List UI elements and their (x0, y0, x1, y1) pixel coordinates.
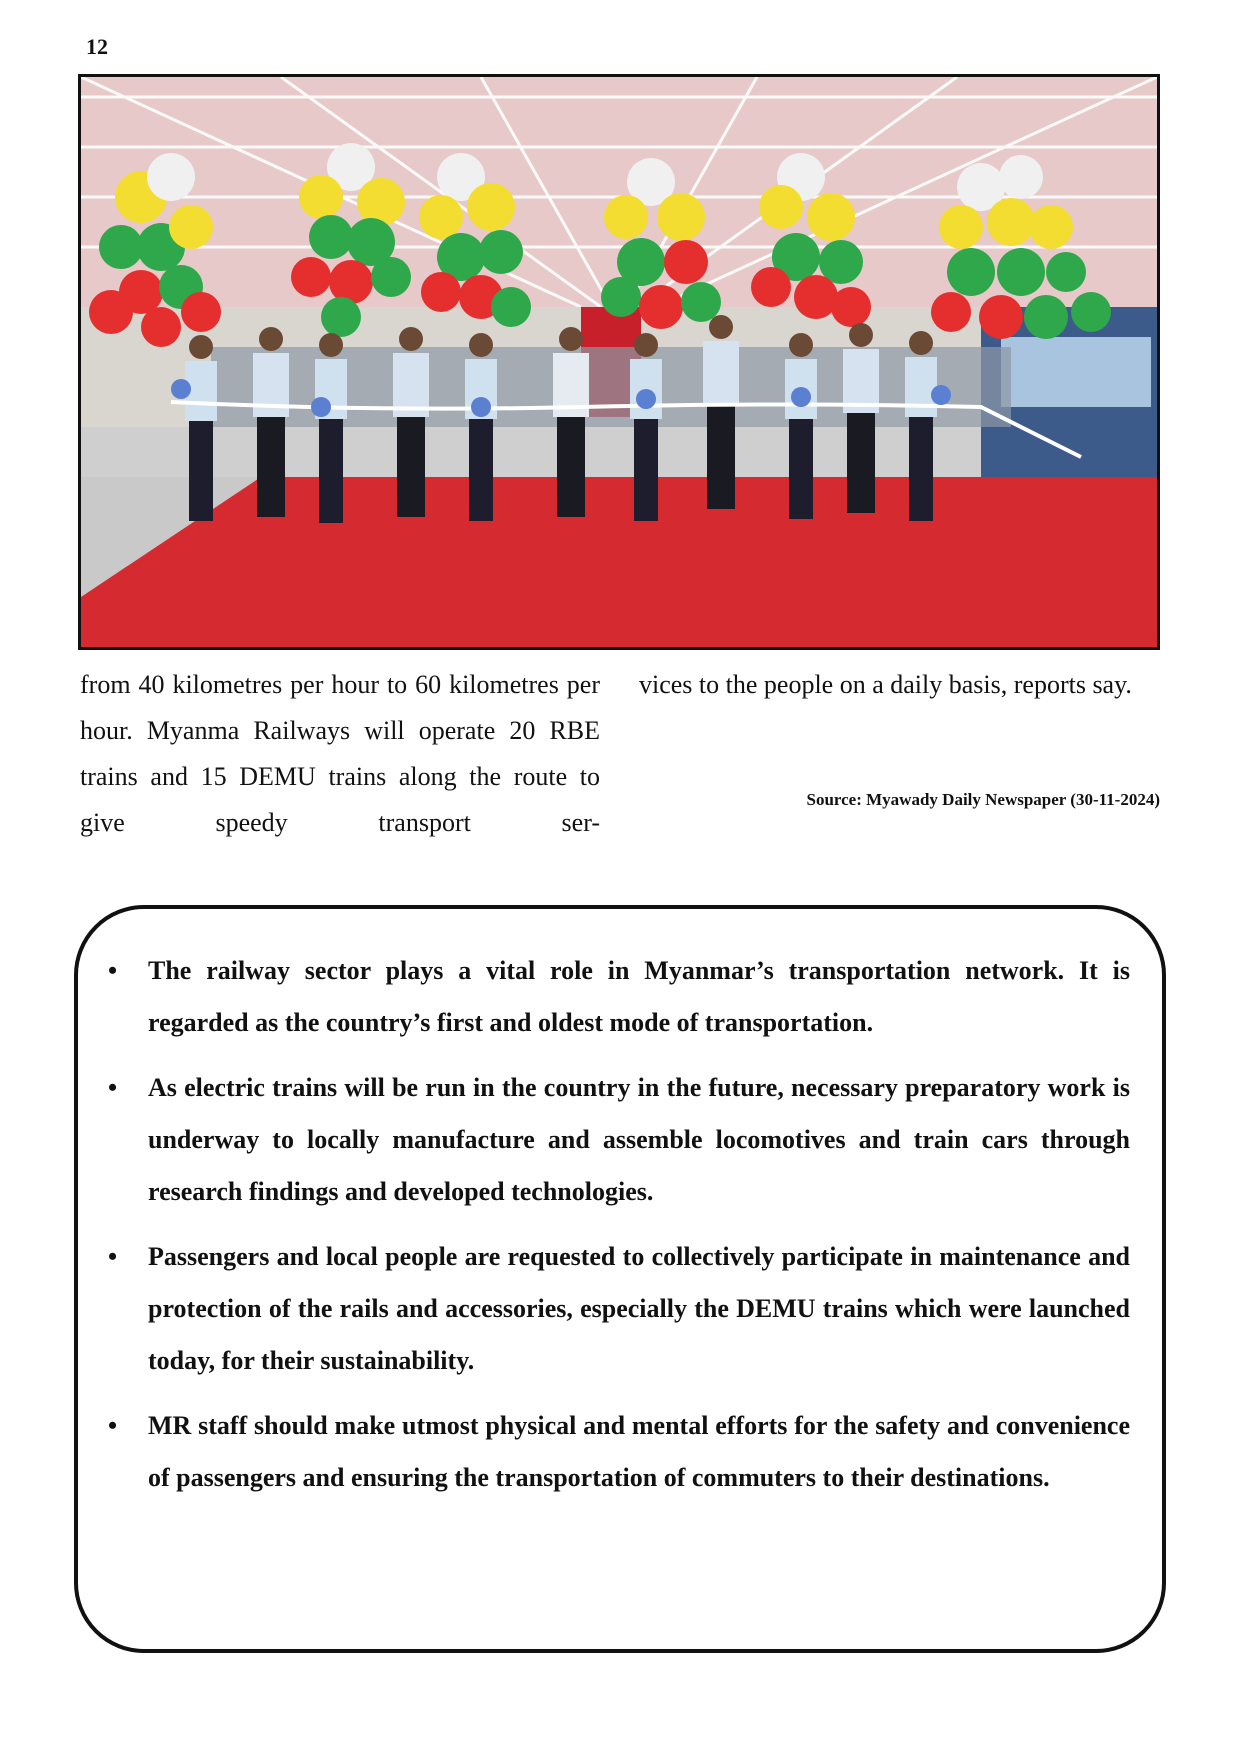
bullet-icon: • (108, 1242, 118, 1271)
person-6 (553, 327, 589, 517)
person-11 (905, 331, 937, 521)
ribbon-cutting-photo (78, 74, 1160, 650)
page-number: 12 (86, 34, 108, 59)
person-8 (703, 315, 739, 509)
person-7 (630, 333, 662, 521)
source-citation: Source: Myawady Daily Newspaper (30-11-2024) (806, 790, 1160, 809)
person-10 (843, 323, 879, 513)
summary-item (108, 945, 1130, 1049)
article-left-column: from 40 kilometres per hour to 60 kilometres per hour. Myanma Railways will operate 20 RBE trains and 15 DEMU trains along the route to give speedy transport ser- (80, 670, 600, 837)
bullet-icon: • (108, 1411, 118, 1440)
person-9 (785, 333, 817, 519)
article-right-column: vices to the people on a daily basis, reports say. (639, 670, 1132, 699)
person-1 (185, 335, 217, 521)
person-4 (393, 327, 429, 517)
photo-illustration (81, 77, 1157, 647)
summary-item-text: The railway sector plays a vital role in Myanmar’s transportation network. It is regarded as the country’s first and oldest mode of transportation. (148, 956, 1130, 1037)
bullet-icon: • (108, 1073, 118, 1102)
summary-item-text: MR staff should make utmost physical and mental efforts for the safety and convenience of passengers and ensuring the transportation of commuters to their destinations. (148, 1411, 1130, 1492)
summary-item (108, 1400, 1130, 1504)
summary-item-text: Passengers and local people are requested to collectively participate in maintenance and protection of the rails and accessories, especially the DEMU trains which were launched today, for their sustainability. (148, 1242, 1130, 1375)
person-5 (465, 333, 497, 521)
summary-list (108, 945, 1130, 1517)
bullet-icon: • (108, 956, 118, 985)
summary-item (108, 1062, 1130, 1218)
summary-item (108, 1231, 1130, 1387)
person-3 (315, 333, 347, 523)
person-2 (253, 327, 289, 517)
summary-item-text: As electric trains will be run in the country in the future, necessary preparatory work is underway to locally manufacture and assemble locomotives and train cars through research findings and developed technologies. (148, 1073, 1130, 1206)
